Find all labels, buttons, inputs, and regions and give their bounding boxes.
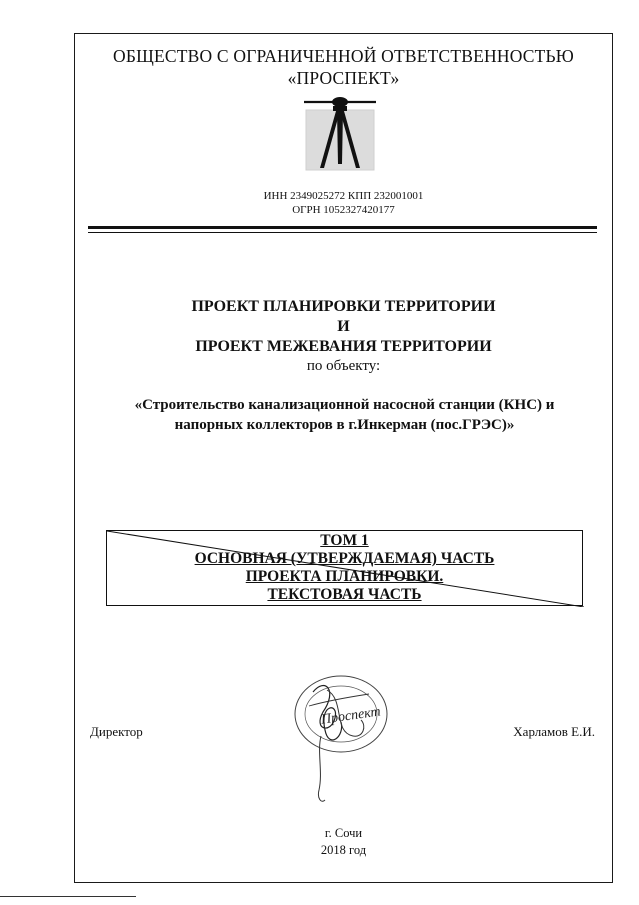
object-name-line1: «Строительство канализационной насосной станции (КНС) и xyxy=(134,397,555,413)
object-name-line2: напорных коллекторов в г.Инкерман (пос.ГРЭС)» xyxy=(174,417,515,433)
volume-main-part xyxy=(107,550,582,568)
svg-text:Проспект: Проспект xyxy=(320,704,382,728)
city: г. Сочи xyxy=(324,826,363,840)
volume-box xyxy=(106,530,583,606)
volume-planning-project xyxy=(107,568,582,586)
org-name-line2: «ПРОСПЕКТ» xyxy=(287,68,400,88)
header-rule-thin xyxy=(88,232,597,233)
title-surveying: ПРОЕКТ МЕЖЕВАНИЯ ТЕРРИТОРИИ xyxy=(195,338,492,355)
volume-text-part xyxy=(107,586,582,604)
signer-position: Директор xyxy=(90,724,143,739)
volume-text-part-text: ТЕКСТОВАЯ ЧАСТЬ xyxy=(267,586,422,603)
page-edge-mark xyxy=(0,896,136,897)
subtitle-object: по объекту: xyxy=(306,358,381,374)
inn-kpp: ИНН 2349025272 КПП 232001001 xyxy=(263,190,424,202)
volume-planning-project-text: ПРОЕКТА ПЛАНИРОВКИ. xyxy=(245,568,444,585)
title-and: И xyxy=(337,318,350,335)
org-name-line1: ОБЩЕСТВО С ОГРАНИЧЕННОЙ ОТВЕТСТВЕННОСТЬЮ xyxy=(113,46,574,66)
ogrn: ОГРН 1052327420177 xyxy=(292,204,395,216)
surveyor-tripod-logo xyxy=(302,92,378,174)
volume-main-part-text: ОСНОВНАЯ (УТВЕРЖДАЕМАЯ) ЧАСТЬ xyxy=(194,550,495,567)
title-planning: ПРОЕКТ ПЛАНИРОВКИ ТЕРРИТОРИИ xyxy=(191,298,496,315)
year: 2018 год xyxy=(320,843,367,857)
signer-name: Харламов Е.И. xyxy=(513,724,595,739)
volume-number xyxy=(107,532,582,550)
header-rule-thick xyxy=(88,226,597,229)
company-stamp-and-signature xyxy=(283,672,403,812)
volume-number-text: ТОМ 1 xyxy=(320,532,369,549)
